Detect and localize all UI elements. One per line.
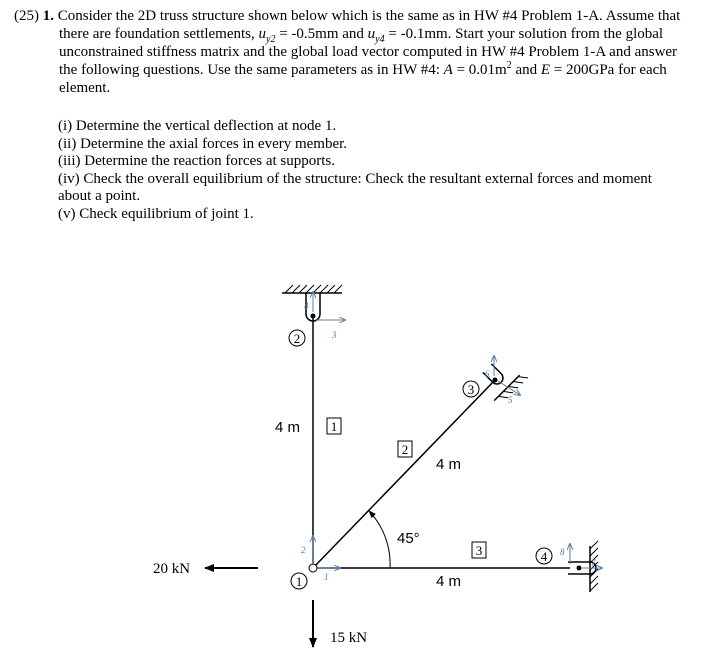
dof-label-8: 8 <box>560 547 565 557</box>
dimension-element-1: 4 m <box>275 419 301 436</box>
problem-statement <box>14 7 684 97</box>
element-2-label: 2 <box>401 442 409 457</box>
question-item: (iii) Determine the reaction forces at supports. <box>58 153 335 170</box>
question-item: (v) Check equilibrium of joint 1. <box>58 205 254 222</box>
u-y2-var: u <box>258 26 267 42</box>
node-1-label: 1 <box>295 574 303 589</box>
question-list <box>58 118 668 224</box>
and-word: and <box>511 62 541 78</box>
dof-label-4: 4 <box>304 301 309 311</box>
dof-label-3: 3 <box>332 330 337 340</box>
question-item: (i) Determine the vertical deflection at node 1. <box>58 118 337 134</box>
problem-paragraph <box>14 7 684 97</box>
problem-number: 1. <box>42 8 54 24</box>
truss-figure <box>0 250 702 672</box>
question-item: (ii) Determine the axial forces in every member. <box>58 135 348 152</box>
element-1-label: 1 <box>330 419 338 434</box>
modulus-var: E <box>540 62 551 78</box>
dof-label-2: 2 <box>301 545 306 555</box>
angle-arc <box>369 511 390 568</box>
dimension-element-3: 4 m <box>436 573 462 590</box>
joint-node-1 <box>309 564 317 572</box>
load-horizontal-label: 20 kN <box>153 561 191 577</box>
dimension-element-2: 4 m <box>436 456 462 473</box>
problem-points: (25) <box>14 8 39 24</box>
u-y4-sub: y4 <box>375 34 385 45</box>
u-y2-value: = -0.5mm and <box>275 26 368 42</box>
truss-members <box>313 318 570 568</box>
support-node-3 <box>474 353 528 407</box>
node-3-label: 3 <box>467 382 475 397</box>
u-y4-var: u <box>367 26 376 42</box>
area-exponent: 2 <box>506 60 512 71</box>
dof-label-7: 7 <box>591 558 596 568</box>
u-y2-sub: y2 <box>266 34 276 45</box>
problem-text-1: Consider the 2D truss structure shown below which is the same as in HW #4 Problem 1-A. Assume that there are foundation settlements, <box>57 8 681 42</box>
angle-label: 45° <box>397 530 420 547</box>
question-item: (iv) Check the overall equilibrium of the structure: Check the resultant external forces and moment about a point. <box>58 170 652 205</box>
load-vertical-label: 15 kN <box>330 630 368 646</box>
modulus-value: = 200GPa for each element. <box>59 62 667 96</box>
node-2-label: 2 <box>293 331 301 346</box>
node-4-label: 4 <box>540 549 548 564</box>
support-node-2 <box>282 285 342 321</box>
u-y4-value: = -0.1mm. Start your solution from the global unconstrained stiffness matrix and the global load vector computed in HW #4 Problem 1-A and answer the following questions. Use the same parameters as in HW #4: <box>59 26 678 78</box>
area-value: = 0.01m <box>452 62 507 78</box>
element-3-label: 3 <box>475 543 483 558</box>
dof-label-5: 5 <box>508 395 513 405</box>
dof-label-6: 6 <box>485 369 490 379</box>
dof-label-1: 1 <box>324 572 329 582</box>
area-var: A <box>443 62 453 78</box>
